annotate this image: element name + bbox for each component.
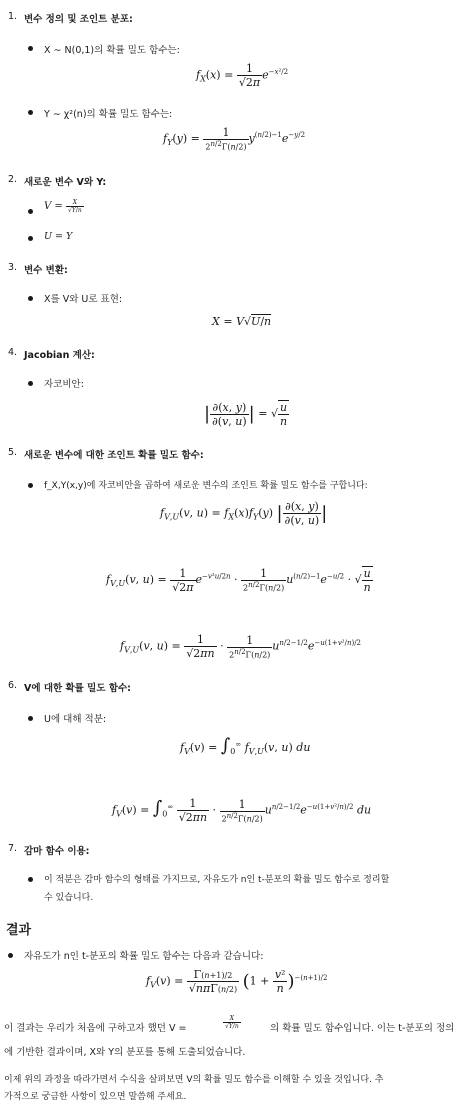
- step-heading: 새로운 변수에 대한 조인트 확률 밀도 함수:: [24, 450, 204, 461]
- equation-marginal-2: $f_V(v) = \int_0^\infty$ $\frac{1}{√2\pi n}$ · $\frac{1}{2^{n/2}\Gamma(n/2)}$ $u^{n/2-1/2}e^{-u(1+v^2/n)/2}$ du: [112, 797, 372, 824]
- step-number: 3.: [8, 262, 18, 273]
- step-number: 7.: [8, 843, 18, 854]
- equation-joint-2: $f_{V,U}(v$, u) = $\frac{1}{√2\pi}$ $e^{-v^2u/2n}$ · $\frac{1}{2^{n/2}\Gamma(n/2)}$ $u^{(n/2)-1}e^{-u/2}$ · √ $\frac{u}{n}$: [106, 566, 371, 594]
- bullet-text: f_X,Y(x,y)에 자코비안을 곱하여 새로운 변수의 조인트 확률 밀도 함수를 구합니다:: [44, 481, 368, 491]
- equation-chi-pdf: $f_Y(y)$ = $\frac{1}{2^{n/2}\Gamma(n/2)}$ $y^{(n/2)-1}e^{-y/2}$: [163, 126, 306, 152]
- step-heading: 감마 함수 이용:: [24, 846, 90, 857]
- step-heading: 변수 변환:: [24, 265, 68, 276]
- bullet-text: X ∼ N(0,1)의 확률 밀도 함수는:: [44, 45, 180, 56]
- bullet-dot: [28, 877, 33, 882]
- bullet-dot: [28, 381, 33, 386]
- bullet-dot: [28, 46, 33, 51]
- bullet-dot: [28, 296, 33, 301]
- inline-fraction: $\frac{X}{√Y/n}$: [225, 1015, 239, 1030]
- equation-marginal-1: $f_V(v) = \int_0^\infty$ $f_{V,U}(v$, u) du: [180, 735, 311, 757]
- step-heading: Jacobian 계산:: [24, 350, 95, 361]
- equation-v-def: V = $\frac{X}{√Y/n}$: [44, 199, 82, 214]
- result-paragraph: 의 확률 밀도 함수입니다. 이는 t-분포의 정의: [270, 1023, 455, 1034]
- step-number: 4.: [8, 347, 18, 358]
- bullet-text: 이 적분은 감마 함수의 형태를 가지므로, 자유도가 n인 t-분포의 확률 밀도 함수로 정리할: [44, 875, 390, 885]
- equation-t-pdf: $f_V(v)$ = $\frac{\Gamma(n+1)/2}{\text{√nπΓ(n/2)}}$ (1 + $\frac{\text{v²}}{n}$ )$^{-(n+1)/2}$: [146, 968, 328, 995]
- result-paragraph: 가적으로 궁금한 사항이 있으면 말씀해 주세요.: [4, 1092, 187, 1102]
- result-bullet: 자유도가 n인 t-분포의 확률 밀도 함수는 다음과 같습니다:: [24, 951, 264, 962]
- bullet-text: U = Y: [44, 231, 73, 242]
- bullet-dot: [28, 716, 33, 721]
- bullet-dot: [28, 209, 33, 214]
- bullet-dot: [8, 953, 13, 958]
- step-heading: V에 대한 확률 밀도 함수:: [24, 683, 131, 694]
- bullet-dot: [28, 110, 33, 115]
- bullet-text: 수 있습니다.: [44, 893, 94, 903]
- result-paragraph: 이제 위의 과정을 따라가면서 수식을 살펴보면 V의 확률 밀도 함수를 이해할 수 있을 것입니다. 추: [4, 1075, 384, 1085]
- step-number: 6.: [8, 680, 18, 691]
- result-paragraph: 에 기반한 결과이며, X와 Y의 분포를 통해 도출되었습니다.: [4, 1047, 246, 1058]
- bullet-text: Y ∼ χ²(n)의 확률 밀도 함수는:: [44, 109, 173, 120]
- equation-joint-3: $f_{V,U}(v$, u) = $\frac{1}{√2\pi n}$ · $\frac{1}{2^{n/2}\Gamma(n/2)}$ $u^{n/2-1/2}e^{-u(1+v^2/n)/2}$: [120, 633, 362, 660]
- bullet-dot: [28, 236, 33, 241]
- step-number: 1.: [8, 11, 18, 22]
- result-title: 결과: [6, 923, 32, 938]
- equation-normal-pdf: $f_X(x)$ = $\frac{1}{√2\pi}$ $e^{-x^2/2}$: [196, 62, 289, 89]
- bullet-text: 자코비안:: [44, 379, 84, 390]
- bullet-text: U에 대해 적분:: [44, 714, 107, 725]
- equation-x-expr: X = V√U/n: [212, 315, 272, 328]
- step-number: 5.: [8, 447, 18, 458]
- step-heading: 새로운 변수 V와 Y:: [24, 177, 107, 188]
- equation-jacobian: | $\frac{\partial(x, y)}{\partial(v, u)}$ | = √ $\frac{u}{n}$: [204, 400, 288, 428]
- result-paragraph: 이 결과는 우리가 처음에 구하고자 했던 V =: [4, 1023, 187, 1034]
- bullet-dot: [28, 483, 33, 488]
- step-number: 2.: [8, 174, 18, 185]
- step-heading: 변수 정의 및 조인트 분포:: [24, 14, 133, 25]
- equation-joint-1: $f_{V,U}(v$, $u) = f_X(x)f_Y(y)$ | $\frac{\partial(x, y)}{\partial(v, u)}$ |: [160, 500, 328, 527]
- bullet-text: X를 V와 U로 표현:: [44, 294, 123, 305]
